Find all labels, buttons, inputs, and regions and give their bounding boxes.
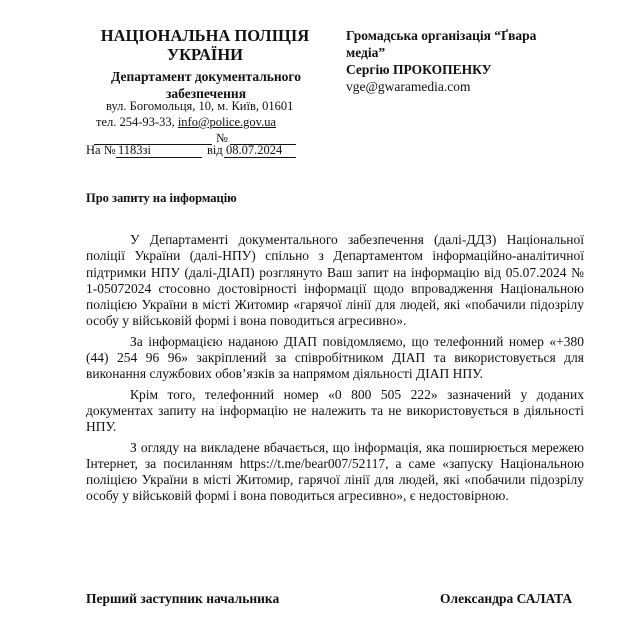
sender-phone: тел. 254-93-33,	[96, 115, 175, 129]
body-paragraph: За інформацією наданою ДІАП повідомляємо, що телефонний номер «+380 (44) 254 96 96» закріплений за співробітником ДІАП та використовується для виконання службових обов’язків за напрямом діяльності ДІАП НПУ.	[86, 333, 584, 382]
number-sign: №	[216, 131, 228, 145]
body-paragraph: З огляду на викладене вбачається, що інформація, яка поширюється мережею Інтернет, за посиланням https://t.me/bear007/52117, а саме «запуску Національною поліцією України в місті Житомир, гарячої лінії для людей, які «побачили підозрілу особу у військовій формі і вона поводиться агресивно», є недостовірною.	[86, 439, 584, 504]
reference-prefix: На №	[86, 143, 116, 157]
reference-date: 08.07.2024	[226, 143, 283, 157]
recipient-block	[346, 27, 536, 95]
recipient-org-line2: медіа”	[346, 45, 386, 60]
signature-name: Олександра САЛАТА	[440, 591, 573, 606]
sender-contacts	[96, 115, 276, 130]
letter-body	[86, 232, 584, 509]
sender-title	[80, 26, 330, 64]
sender-email-link[interactable]: info@police.gov.ua	[177, 115, 277, 129]
letter-subject: Про запиту на інформацію	[86, 191, 237, 205]
reference-date-line	[224, 157, 296, 158]
signature-position: Перший заступник начальника	[86, 591, 280, 606]
recipient-email: vge@gwaramedia.com	[346, 79, 471, 94]
sender-department: Департамент документального забезпечення	[111, 69, 301, 101]
sender-title-line1: НАЦІОНАЛЬНА ПОЛІЦІЯ	[100, 26, 310, 45]
recipient-person: Сергію ПРОКОПЕНКУ	[346, 62, 492, 77]
reference-number: 1183зі	[118, 143, 151, 157]
sender-address: вул. Богомольця, 10, м. Київ, 01601	[106, 99, 294, 113]
reference-number-line	[116, 157, 202, 158]
body-paragraph: Крім того, телефонний номер «0 800 505 222» зазначений у доданих документах запиту на інформацію не належить та не використовується в діяльності НПУ.	[86, 386, 584, 435]
sender-title-line2: УКРАЇНИ	[166, 45, 244, 64]
recipient-org-line1: Громадська організація “Ґвара	[346, 28, 537, 43]
reference-date-label: від	[207, 143, 223, 157]
body-paragraph: У Департаменті документального забезпечення (далі-ДДЗ) Національної поліції України (далі-НПУ) спільно з Департаментом інформаційно-аналітичної підтримки НПУ (далі-ДІАП) розглянуто Ваш запит на інформацію від 05.07.2024 № 1-05072024 стосовно достовірності інформації щодо впровадження Національною поліцією України в місті Житомир «гарячої лінії для людей, які «побачили підозрілу особу у військовій формі і вона поводиться агресивно».	[86, 232, 584, 329]
